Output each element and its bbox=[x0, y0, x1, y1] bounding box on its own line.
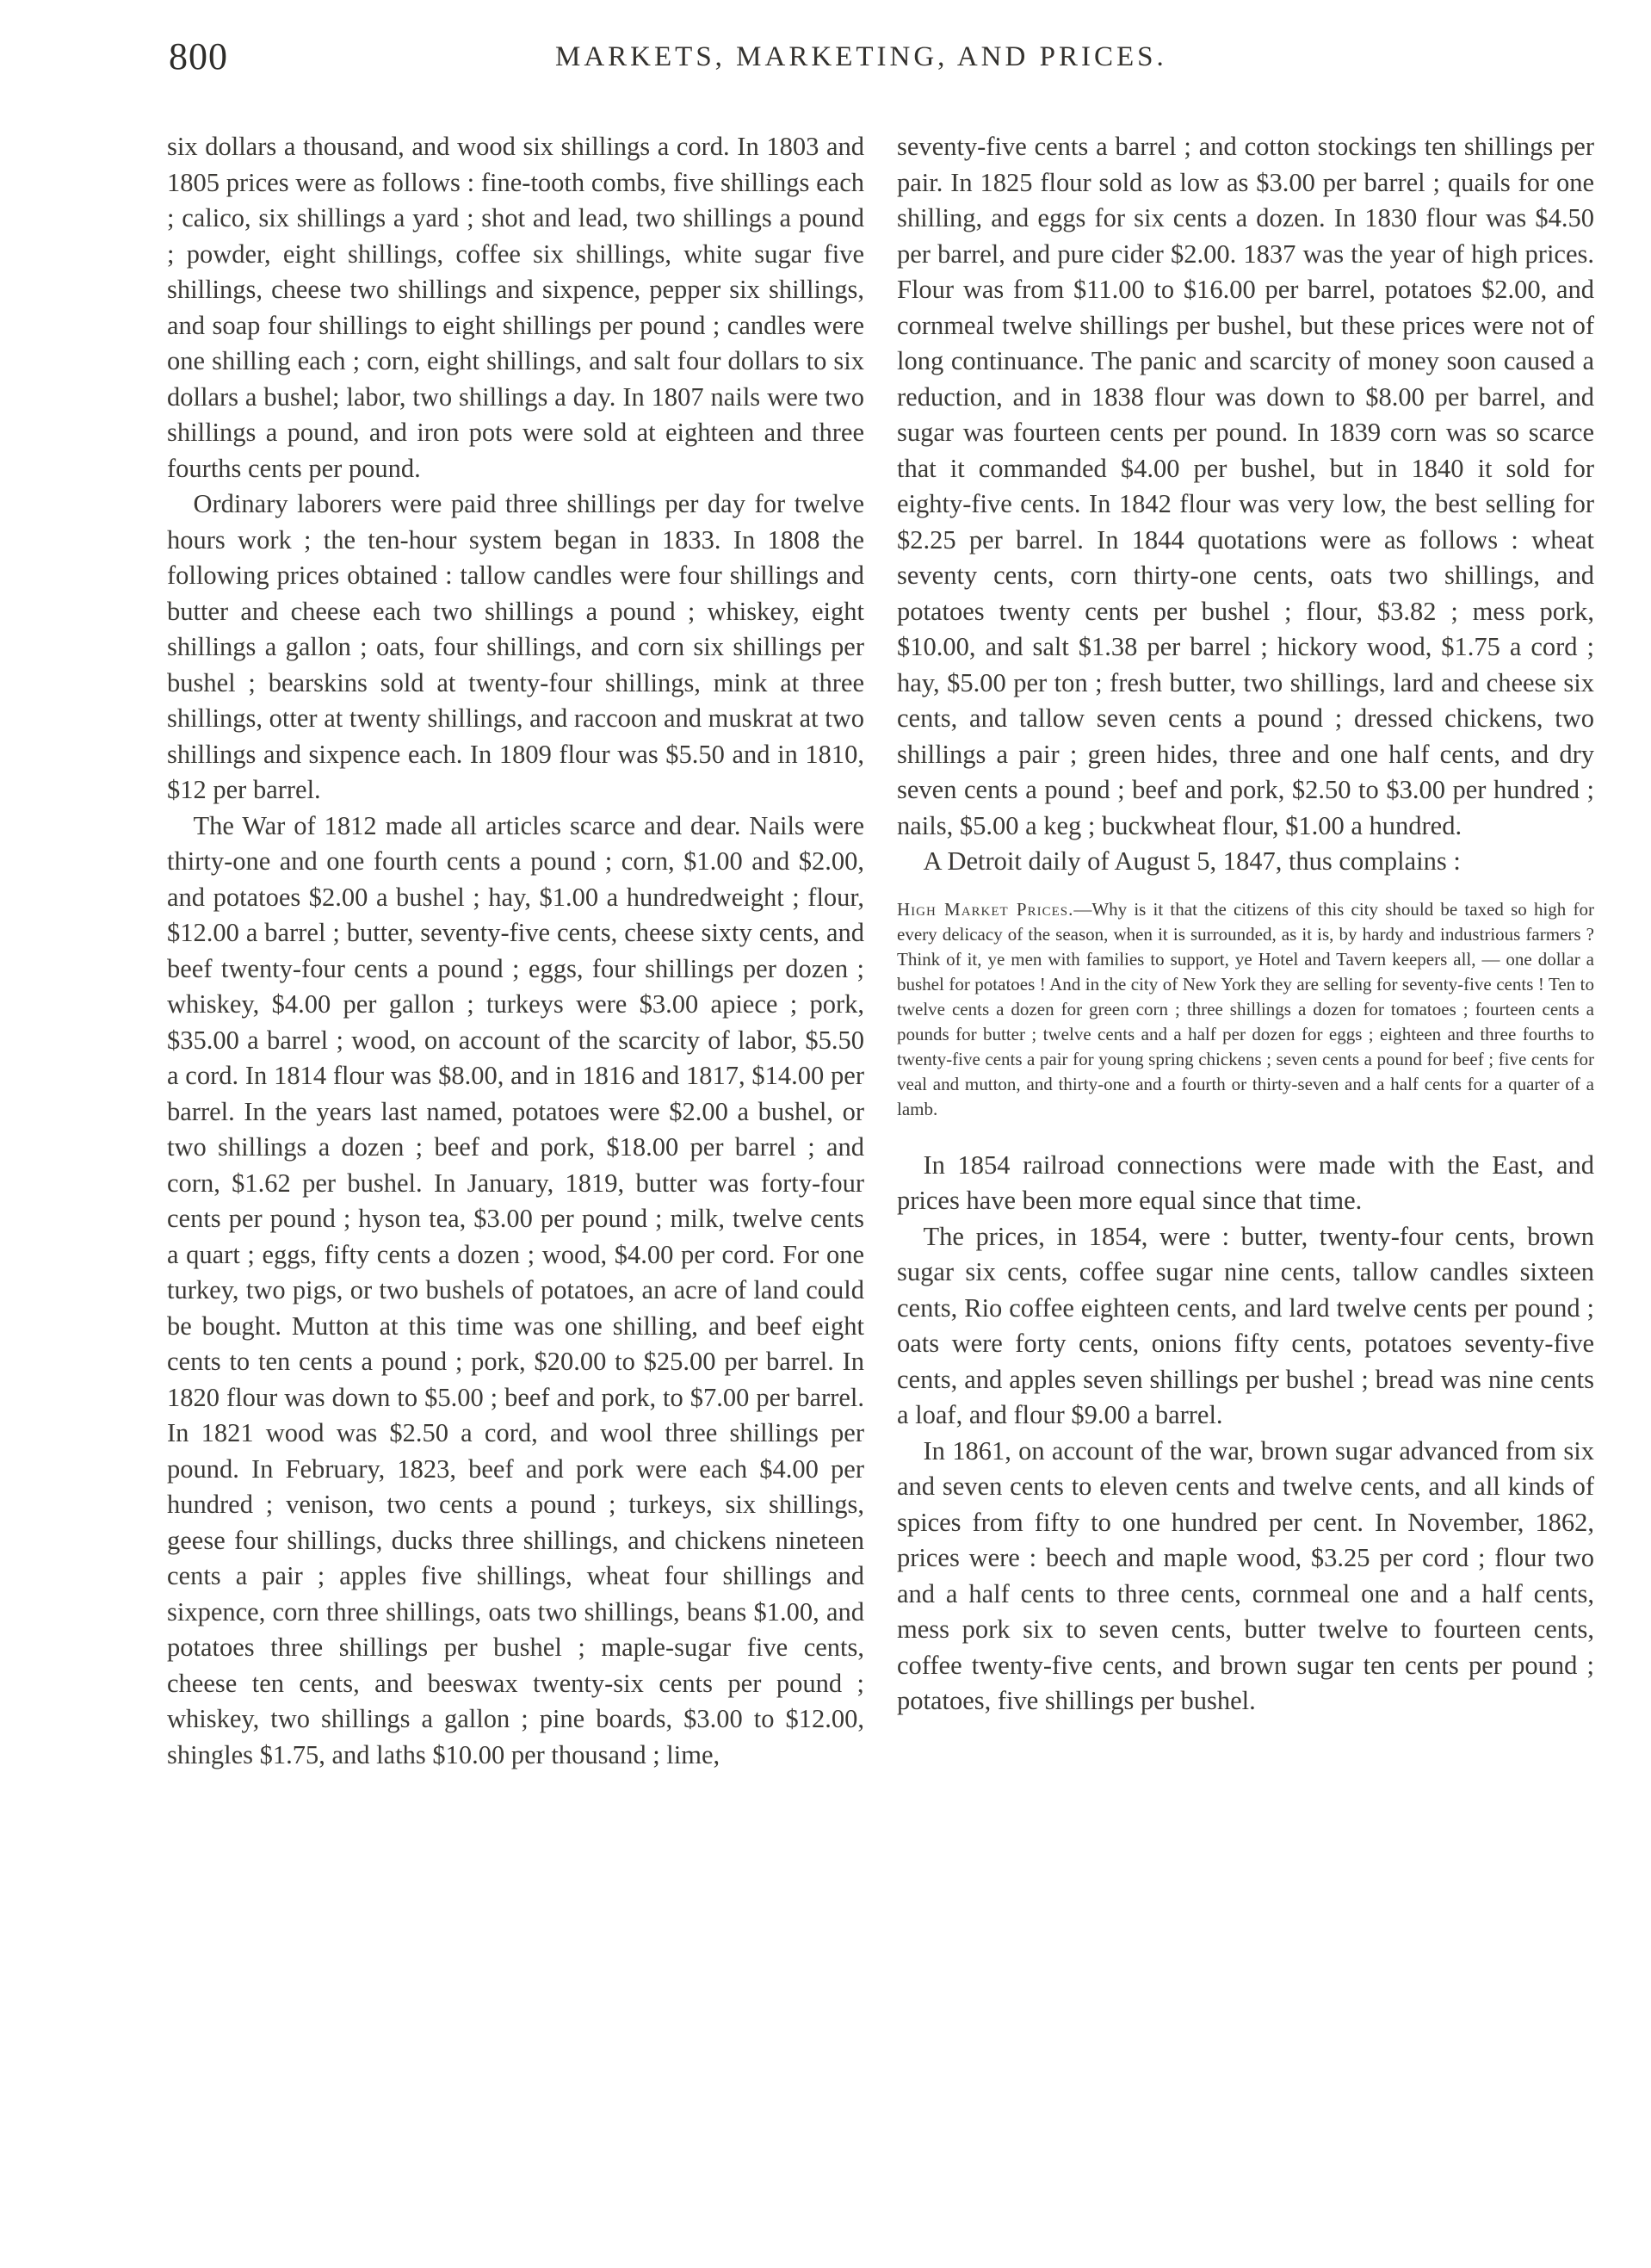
block-quote bbox=[897, 897, 1594, 1122]
paragraph: In 1854 railroad connections were made with the East, and prices have been more equal since that time. bbox=[897, 1149, 1594, 1215]
paragraph: A Detroit daily of August 5, 1847, thus complains : bbox=[923, 846, 1461, 876]
left-column bbox=[167, 129, 864, 1773]
quote-heading: High Market Prices. bbox=[897, 898, 1074, 920]
running-title: MARKETS, MARKETING, AND PRICES. bbox=[555, 41, 1167, 72]
paragraph: The prices, in 1854, were : butter, twenty-four cents, brown sugar six cents, coffee sugar nine cents, tallow candles sixteen cents, Rio coffee eighteen cents, and lard twelve cents per pound ; oats were forty cents, onions fifty cents, potatoes seventy-five cents, and apples seven shillings per bushel ; bread was nine cents a loaf, and flour $9.00 a barrel. bbox=[897, 1221, 1594, 1429]
paragraph: six dollars a thousand, and wood six shillings a cord. In 1803 and 1805 prices were as follows : fine-tooth combs, five shillings each ; calico, six shillings a yard ; shot and lead, two shillings a pound ; powder, eight shillings, coffee six shillings, white sugar five shillings, cheese two shillings and sixpence, pepper six shillings, and soap four shillings to eight shillings per pound ; candles were one shilling each ; corn, eight shillings, and salt four dollars to six dollars a bushel; labor, two shillings a day. In 1807 nails were two shillings a pound, and iron pots were sold at eighteen and three fourths cents per pound. bbox=[167, 132, 864, 483]
page-header bbox=[0, 34, 1651, 86]
paragraph: Ordinary laborers were paid three shillings per day for twelve hours work ; the ten-hour system began in 1833. In 1808 the following prices obtained : tallow candles were four shillings and butter and cheese each two shillings a pound ; whiskey, eight shillings a gallon ; oats, four shillings, and corn six shillings per bushel ; bearskins sold at twenty-four shillings, mink at three shillings, otter at twenty shillings, and raccoon and muskrat at two shillings and sixpence each. In 1809 flour was $5.50 and in 1810, $12 per barrel. bbox=[167, 489, 864, 804]
quote-body: —Why is it that the citizens of this city should be taxed so high for every delicacy of the season, when it is surrounded, as it is, by hardy and industrious farmers ? Think of it, ye men with families to support, ye Hotel and Tavern keepers all, — one dollar a bushel for potatoes ! And in the city of New York they are selling for seventy-five cents ! Ten to twelve cents a dozen for green corn ; three shillings a dozen for tomatoes ; fourteen cents a pounds for butter ; twelve cents and a half per dozen for eggs ; eighteen and three fourths to twenty-five cents a pair for young spring chickens ; seven cents a pound for beef ; five cents for veal and mutton, and thirty-one and a fourth or thirty-seven and a half cents for a quarter of a lamb. bbox=[897, 898, 1594, 1119]
paragraph: seventy-five cents a barrel ; and cotton stockings ten shillings per pair. In 1825 flour sold as low as $3.00 per barrel ; quails for one shilling, and eggs for six cents a dozen. In 1830 flour was $4.50 per barrel, and pure cider $2.00. 1837 was the year of high prices. Flour was from $11.00 to $16.00 per barrel, potatoes $2.00, and cornmeal twelve shillings per bushel, but these prices were not of long continuance. The panic and scarcity of money soon caused a reduction, and in 1838 flour was down to $8.00 per barrel, and sugar was fourteen cents per pound. In 1839 corn was so scarce that it commanded $4.00 per bushel, but in 1840 it sold for eighty-five cents. In 1842 flour was very low, the best selling for $2.25 per barrel. In 1844 quotations were as follows : wheat seventy cents, corn thirty-one cents, oats two shillings, and potatoes twenty cents per bushel ; flour, $3.82 ; mess pork, $10.00, and salt $1.38 per barrel ; hickory wood, $1.75 a cord ; hay, $5.00 per ton ; fresh butter, two shillings, lard and cheese six cents, and tallow seven cents a pound ; dressed chickens, two shillings a pair ; green hides, three and one half cents, and dry seven cents a pound ; beef and pork, $2.50 to $3.00 per hundred ; nails, $5.00 a keg ; buckwheat flour, $1.00 a hundred. bbox=[897, 132, 1594, 840]
page-number: 800 bbox=[169, 35, 228, 77]
right-column bbox=[897, 129, 1594, 1720]
paragraph: The War of 1812 made all articles scarce and dear. Nails were thirty-one and one fourth cents a pound ; corn, $1.00 and $2.00, and potatoes $2.00 a bushel ; hay, $1.00 a hundredweight ; flour, $12.00 a barrel ; butter, seventy-five cents, cheese sixty cents, and beef twenty-four cents a pound ; eggs, four shillings per dozen ; whiskey, $4.00 per gallon ; turkeys were $3.00 apiece ; pork, $35.00 a barrel ; wood, on account of the scarcity of labor, $5.50 a cord. In 1814 flour was $8.00, and in 1816 and 1817, $14.00 per barrel. In the years last named, potatoes were $2.00 a bushel, or two shillings a dozen ; beef and pork, $18.00 per barrel ; and corn, $1.62 per bushel. In January, 1819, butter was forty-four cents per pound ; hyson tea, $3.00 per pound ; milk, twelve cents a quart ; eggs, fifty cents a dozen ; wood, $4.00 per cord. For one turkey, two pigs, or two bushels of potatoes, an acre of land could be bought. Mutton at this time was one shilling, and beef eight cents to ten cents a pound ; pork, $20.00 to $25.00 per barrel. In 1820 flour was down to $5.00 ; beef and pork, to $7.00 per barrel. In 1821 wood was $2.50 a cord, and wool three shillings per pound. In February, 1823, beef and pork were each $4.00 per hundred ; venison, two cents a pound ; turkeys, six shillings, geese four shillings, ducks three shillings, and chickens nineteen cents a pair ; apples five shillings, wheat four shillings and sixpence, corn three shillings, oats two shillings, beans $1.00, and potatoes three shillings per bushel ; maple-sugar five cents, cheese ten cents, and beeswax twenty-six cents per pound ; whiskey, two shillings a gallon ; pine boards, $3.00 to $12.00, shingles $1.75, and laths $10.00 per thousand ; lime, bbox=[167, 810, 864, 1769]
paragraph: In 1861, on account of the war, brown sugar advanced from six and seven cents to eleven cents and twelve cents, and all kinds of spices from fifty to one hundred per cent. In November, 1862, prices were : beech and maple wood, $3.25 per cord ; flour two and a half cents to three cents, cornmeal one and a half cents, mess pork six to seven cents, butter twelve to fourteen cents, coffee twenty-five cents, and brown sugar ten cents per pound ; potatoes, five shillings per bushel. bbox=[897, 1435, 1594, 1715]
